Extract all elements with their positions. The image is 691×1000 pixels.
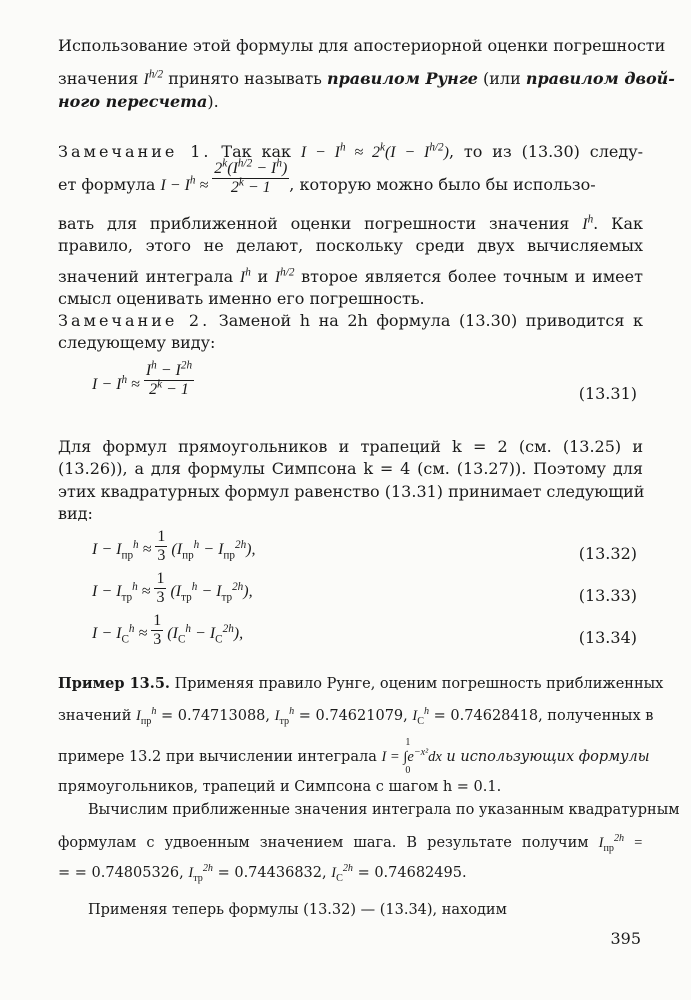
equation-number-13-32: (13.32) <box>578 544 637 563</box>
example-line-6: формулам с удвоенным значением шага. В результате получим $I_{пр}^{2h}$ = <box>58 833 643 854</box>
remark1-line-4: правило, этого не делают, поскольку среди двух вычисляемых <box>58 236 643 255</box>
p1-line-2: значения $I^{h/2}$ принято называть правилом Рунге (или правилом двой- <box>58 68 675 88</box>
equation-13-32: $I - I_{пр}^h$ ≈ $\frac{1}{3}$ $(I_{пр}^h - I_{пр}^{2h})$, <box>92 528 256 564</box>
remark2-label: Замечание 2. <box>58 311 211 330</box>
p1-line-1: Использование этой формулы для апостериорной оценки погрешности <box>58 36 666 55</box>
p2-line-4: вид: <box>58 504 93 523</box>
example-line-2: значений $I_{пр}^h = 0.74713088$, $I_{тр}^h = 0.74621079$, $I_C^h = 0.74628418$, полученных в <box>58 706 654 727</box>
remark1-line-1: Замечание 1. Так как $I - I^h \approx 2^k(I - I^{h/2})$, то из (13.30) следу- <box>58 141 644 161</box>
equation-13-33: $I - I_{тр}^h$ ≈ $\frac{1}{3}$ $(I_{тр}^h - I_{тр}^{2h})$, <box>92 570 253 606</box>
example-line-1: Пример 13.5. Применяя правило Рунге, оценим погрешность приближенных <box>58 675 664 692</box>
equation-number-13-34: (13.34) <box>578 628 637 647</box>
equation-13-31: $I - I^h$ ≈ $\frac{I^h - I^{2h}}{2^k - 1}$ <box>92 359 193 398</box>
example-line-3: примере 13.2 при вычислении интеграла I = ∫ 1 0 $e^{-x^2}dx$ и использующих формулы <box>58 737 650 776</box>
example-line-4: прямоугольников, трапеций и Симпсона с шагом h = 0.1. <box>58 779 502 795</box>
p1-line-3: ного пересчета). <box>58 92 219 111</box>
equation-number-13-33: (13.33) <box>578 586 637 605</box>
remark1-line-2: ет формула $I - I^h$ ≈ $\frac{2^k(I^{h/2} - I^h)}{2^k - 1}$ , которую можно было бы использо- <box>58 157 596 196</box>
example-line-5: Вычислим приближенные значения интеграла по указанным квадратурным <box>88 802 680 818</box>
remark2-line-2: следующему виду: <box>58 333 216 352</box>
example-label: Пример 13.5. <box>58 675 170 692</box>
example-line-7: = = 0.74805326, $I_{тр}^{2h} = 0.74436832$, $I_C^{2h} = 0.74682495$. <box>58 863 467 884</box>
equation-number-13-31: (13.31) <box>578 384 637 403</box>
p2-line-1: Для формул прямоугольников и трапеций k = 2 (см. (13.25) и <box>58 437 643 456</box>
example-line-8: Применяя теперь формулы (13.32) — (13.34), находим <box>88 902 507 918</box>
p2-line-2: (13.26)), а для формулы Симпсона k = 4 (см. (13.27)). Поэтому для <box>58 459 643 478</box>
p2-line-3: этих квадратурных формул равенство (13.31) принимает следующий <box>58 482 645 501</box>
remark1-label: Замечание 1. <box>58 142 212 161</box>
remark1-line-3: вать для приближенной оценки погрешности значения $I^h$. Как <box>58 213 643 233</box>
remark1-line-5: значений интеграла $I^h$ и $I^{h/2}$ второе является более точным и имеет <box>58 266 643 286</box>
remark1-line-6: смысл оценивать именно его погрешность. <box>58 289 425 308</box>
page-number: 395 <box>610 929 641 948</box>
remark2-line-1: Замечание 2. Заменой h на 2h формула (13.30) приводится к <box>58 311 643 330</box>
equation-13-34: $I - I_C^h$ ≈ $\frac{1}{3}$ $(I_C^h - I_C^{2h})$, <box>92 612 244 648</box>
